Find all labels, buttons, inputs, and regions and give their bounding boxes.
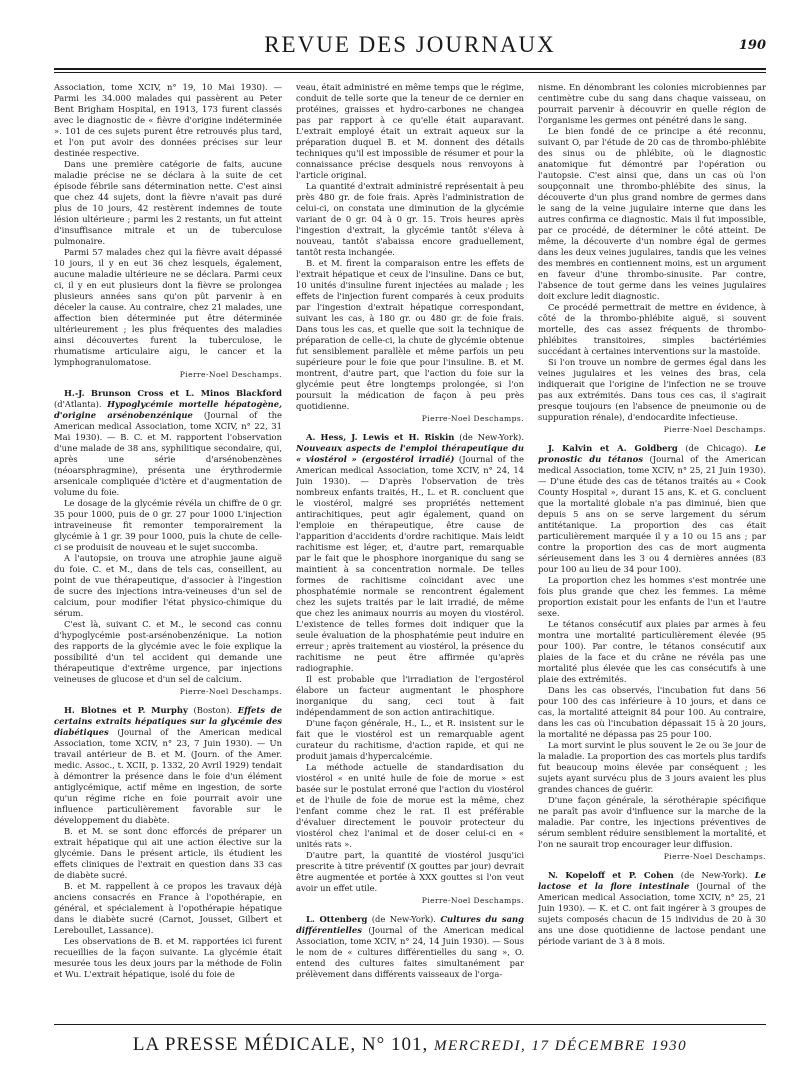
article-reference: (Journal of the American medical Association, tome XCIV, n° 24, 14 Juin 1930). — D'après l'observation de très nombreux enfants traités, H., L. et R. concluent que le viostérol, malgré ses propriétés nettement antirachitiques, peut agir également, quand on l'emploie en thérapeutique, être cause de l'apparition d'accidents d'ordre rachitique. Mais leidt rachitisme est léger, et, d'autre part, remarquable par le fait que le phosphore inorganique du sang se maintient à sa concentration normale. De telles formes de rachitisme coïncidant avec une phosphatémie normale se rencontrent également chez les sujets traités par le lait irradié, de même que chez les animaux nourris au moyen du viostérol. L'existence de telles formes doit indiquer que la seule évaluation de la phosphatémie peut induire en erreur ; après traitement au viostérol, la présence du rachitisme ne peut être affirmée qu'après radiographie.: [296, 454, 524, 673]
article-location: (de Chicago).: [685, 443, 748, 453]
paragraph: Dans les cas observés, l'incubation fut dans 56 pour 100 des cas inférieure à 10 jours, et dans ce cas, la mortalité atteignit 84 pour 100. Au contraire, dans les cas où l'incubation dépassait 15 à 20 jours, la mortalité ne dépassa pas 25 pour 100.: [538, 685, 766, 739]
paragraph: Si l'on trouve un nombre de germes égal dans les veines jugulaires et les veines des bras, cela indiquerait que l'origine de l'infection ne se trouve pas aux extrémités. Dans tous ces cas, il s'agirait presque toujours (en l'absence de pneumonie ou de suppuration rénale), d'endocardite infectieuse.: [538, 357, 766, 422]
article-location: (de New-York).: [459, 432, 524, 442]
paragraph: Il est probable que l'irradiation de l'ergostérol élabore un facteur augmentant le phosphore inorganique du sang, ceci tout à fait indépendamment de son action antirachitique.: [296, 674, 524, 717]
article-reference: (Journal of the American medical Association, tome XCIV, n° 25, 21 Juin 1930). — D'une étude des cas de tétanos traités au « Cook County Hospital », durant 15 ans, K. et G. concluent que la mortalité globale n'a pas diminué, bien que depuis 5 ans on se serve largement du sérum antitétanique. La proportion des cas était particulièrement marquée il y a 10 ou 15 ans ; par contre la proportion des cas de mort augmenta sérieusement dans les 3 ou 4 dernières années (83 pour 100 au lieu de 34 pour 100).: [538, 454, 766, 574]
paragraph: nisme. En dénombrant les colonies microbiennes par centimètre cube du sang dans chaque vaisseau, on pourrait parvenir à découvrir en quelle région de l'organisme les germes ont pénétré dans le sang.: [538, 82, 766, 125]
paragraph: La proportion chez les hommes s'est montrée une fois plus grande que chez les femmes. La même proportion existait pour les enfants de l'un et l'autre sexe.: [538, 575, 766, 618]
paragraph: La méthode actuelle de standardisation du viostérol « en unité huile de foie de morue » est basée sur le postulat erroné que l'action du viostérol et de l'huile de foie de morue est la même, chez l'enfant comme chez le rat. Il est préférable d'évaluer directement le pouvoir protecteur du viostérol chez l'animal et de doser celui-ci en « unités rats ».: [296, 762, 524, 849]
paragraph: D'une façon générale, H., L., et R. insistent sur le fait que le viostérol est un remarquable agent curateur du rachitisme, d'action rapide, et qui ne produit jamais d'hypercalcémie.: [296, 718, 524, 761]
article-title: Effets de certains extraits hépatiques sur la glycémie des diabétiques: [54, 705, 282, 737]
article-authors: L. Ottenberg: [306, 914, 368, 924]
article-reference: (Journal of the American medical Association, tome XCIV, n° 22, 31 Mai 1930). — B. C. et M. rapportent l'observation d'une malade de 38 ans, syphilitique secondaire, qui, après une série d'arsénobenzènes (néoarsphragmine), présenta une érythrodermie arsenicale compliquée d'ictère et d'augmentation de volume du foie.: [54, 410, 282, 497]
article-title: Nouveaux aspects de l'emploi thérapeutique du « viostérol » (ergostérol irradié): [296, 443, 524, 464]
paragraph: Les observations de B. et M. rapportées ici furent recueillies de la façon suivante. La glycémie était mesurée tous les deux jours par la méthode de Folin et Wu. L'extrait hépatique, isolé du foie de: [54, 936, 282, 979]
paragraph: D'autre part, la quantité de viostérol jusqu'ici prescrite à titre préventif (X gouttes par jour) devrait être augmentée et portée à XXX gouttes si l'on veut avoir un effet utile.: [296, 850, 524, 893]
page-footer: [54, 1034, 766, 1064]
signature: Pierre-Noel Deschamps.: [663, 852, 766, 861]
signature: Pierre-Noel Deschamps.: [421, 414, 524, 423]
header-rule: [54, 68, 766, 70]
article-heading: [538, 870, 766, 947]
article-authors: A. Hess, J. Lewis et H. Riskin: [306, 432, 455, 442]
paragraph: D'une façon générale, la sérothérapie spécifique ne paraît pas avoir d'influence sur la marche de la maladie. Par contre, les injections préventives de sérum semblent réduire sensiblement la mortalité, et l'on ne saurait trop encourager leur diffusion.: [538, 795, 766, 849]
paragraph: Association, tome XCIV, n° 19, 10 Mai 1930). — Parmi les 34.000 malades qui passèrent au Peter Bent Brigham Hospital, en 1913, 173 furent classés avec le diagnostic de « fièvre d'origine indéterminée ». 101 de ces sujets purent être retrouvés plus tard, et l'on put avoir des données précises sur leur destinée respective.: [54, 82, 282, 158]
paragraph: Le dosage de la glycémie révéla un chiffre de 0 gr. 35 pour 1000, puis de 0 gr. 27 pour 1000 L'injection intraveineuse fit remonter temporairement la glycémie à 1 gr. 39 pour 1000, puis la chute de celle-ci se produisit de nouveau et le sujet succomba.: [54, 498, 282, 552]
article-heading: [296, 914, 524, 980]
article-authors: H.-J. Brunson Cross et L. Minos Blackford: [64, 388, 282, 398]
paragraph: veau, était administré en même temps que le régime, conduit de telle sorte que la teneur de ce dernier en protéines, graisses et hydro-carbones ne changea pas par rapport à ce qu'elle était auparavant. L'extrait employé était un extrait aqueux sur la préparation duquel B. et M. donnent des détails techniques qu'il est impossible de résumer et pour la connaissance précise desquels nous renvoyons à l'article original.: [296, 82, 524, 180]
signature: Pierre-Noel Deschamps.: [179, 370, 282, 379]
article-title: Le lactose et la flore intestinale: [538, 870, 766, 891]
paragraph: Parmi 57 malades chez qui la fièvre avait dépassé 10 jours, il y en eut 36 chez lesquels, également, aucune maladie ultérieure ne se déclara. Parmi ceux ci, il y en eut plusieurs dont la fièvre se prolongea plusieurs années sans qu'on pût parvenir à en déceler la cause. Au contraire, chez 21 malades, une affection bien déterminée put être déterminée ultérieurement ; les plus fréquentes des maladies ainsi découvertes furent la tuberculose, le rhumatisme articulaire aigu, le cancer et la lymphogranulomatose.: [54, 247, 282, 367]
signature: Pierre-Noel Deschamps.: [421, 896, 524, 905]
page-header: [54, 30, 766, 62]
paragraph: B. et M. se sont donc efforcés de préparer un extrait hépatique qui ait une action élective sur la glycémie. Dans le présent article, ils étudient les effets cliniques de l'extrait en question dans 33 cas de diabète sucré.: [54, 826, 282, 880]
article-authors: H. Blotnes et P. Murphy: [64, 705, 188, 715]
article-heading: [54, 705, 282, 826]
article-heading: [538, 443, 766, 575]
paragraph: La quantité d'extrait administré représentait à peu près 480 gr. de foie frais. Après l'administration de celui-ci, on constata une diminution de la glycémie variant de 0 gr. 04 à 0 gr. 15. Trois heures après l'ingestion d'extrait, la glycémie tantôt s'éleva à nouveau, tantôt s'abaissa encore graduellement, tantôt resta inchangée.: [296, 181, 524, 257]
header-rule-thin: [54, 72, 766, 73]
paragraph: C'est là, suivant C. et M., le second cas connu d'hypoglycémie post-arsénobenzénique. La notion des rapports de la glycémie avec le foie explique la possibilité d'un tel accident qui demande une thérapeutique d'extrême urgence, par injections veineuses de glucose et d'un sel de calcium.: [54, 619, 282, 684]
section-title: REVUE DES JOURNAUX: [264, 32, 556, 57]
signature: Pierre-Noel Deschamps.: [663, 425, 766, 434]
page-number: 190: [738, 38, 766, 53]
paragraph: Ce procédé permettrait de mettre en évidence, à côté de la thrombo-phlébite aiguë, si souvent mortelle, des cas assez fréquents de thrombo-phlébites transitoires, simples bactériémies succédant à certaines interventions sur la mastoïde.: [538, 302, 766, 356]
article-reference: (Journal of the American medical Association, tome XCIV, n° 25, 21 Juin 1930). — K. et C. ont fait ingérer à 3 groupes de sujets composés chacun de 15 individus de 20 à 30 ans une dose quotidienne de lactose pendant une période variant de 3 à 8 mois.: [538, 881, 766, 946]
paragraph: La mort survint le plus souvent le 2e ou 3e jour de la maladie. La proportion des cas mortels plus tardifs fut beaucoup moins élevée par conséquent ; les sujets ayant survécu plus de 3 jours avaient les plus grandes chances de guérir.: [538, 740, 766, 794]
article-authors: N. Kopeloff et P. Cohen: [548, 870, 674, 880]
column-2: [296, 82, 524, 1012]
article-title: Le pronostic du tétanos: [538, 443, 766, 464]
paragraph: B. et M. firent la comparaison entre les effets de l'extrait hépatique et ceux de l'insuline. Dans ce but, 10 unités d'insuline furent injectées au malade ; les effets de l'injection furent comparés à ceux produits par l'ingestion d'extrait hépatique correspondant, suivant les cas, à 180 gr. ou 480 gr. de foie frais. Dans tous les cas, et quelle que soit la technique de préparation de celle-ci, la chute de glycémie obtenue fut sensiblement parallèle et même parfois un peu supérieure pour le foie que pour l'insuline. B. et M. montrent, d'autre part, que l'action du foie sur la glycémie peut être longtemps prolongée, si l'on poursuit la médication de façon à peu près quotidienne.: [296, 258, 524, 411]
paragraph: B. et M. rappellent à ce propos les travaux déjà anciens consacrés en France à l'opothérapie, en général, et spécialement à l'opothérapie hépatique dans le diabète sucré (Carnot, Jousset, Gilbert et Lereboullet, Lassance).: [54, 881, 282, 935]
article-title: Cultures du sang différentielles: [296, 914, 524, 935]
article-location: (de New-York).: [680, 870, 748, 880]
article-heading: [296, 432, 524, 674]
footer-rule: [54, 1024, 766, 1025]
paragraph: A l'autopsie, on trouva une atrophie jaune aiguë du foie. C. et M., dans de tels cas, conseillent, au point de vue thérapeutique, d'associer à l'ingestion de sucre des injections intra-veineuses d'un sel de calcium, pour modifier l'état physico-chimique du sérum.: [54, 553, 282, 618]
signature: Pierre-Noel Deschamps.: [179, 687, 282, 696]
article-location: (de New-York).: [371, 914, 436, 924]
article-title: Hypoglycémie mortelle hépatogène, d'origine arsénobenzénique: [54, 399, 282, 420]
journal-name: LA PRESSE MÉDICALE, N° 101,: [132, 1034, 429, 1055]
article-authors: J. Kalvin et A. Goldberg: [548, 443, 678, 453]
article-location: (d'Atlanta).: [54, 399, 102, 409]
paragraph: Le tétanos consécutif aux plaies par armes à feu montra une mortalité particulièrement élevée (95 pour 100). Par contre, le tétanos consécutif aux plaies de la face et du crâne ne révéla pas une mortalité plus élevée que les cas consécutifs à une plaie des extrémités.: [538, 619, 766, 684]
article-reference: (Journal of the American medical Association, tome XCIV, n° 23, 7 Juin 1930). — Un travail antérieur de B. et M. (Journ. of the Amer. medic. Assoc., t. XCII, p. 1332, 20 Avril 1929) tendait à démontrer la présence dans le foie d'un élément antiglycémique, actif même en ingestion, de sorte qu'un régime riche en foie pourrait avoir une influence particulièrement favorable sur le développement du diabète.: [54, 727, 282, 825]
article-location: (Boston).: [193, 705, 233, 715]
paragraph: Dans une première catégorie de faits, aucune maladie précise ne se déclara à la suite de cet épisode fébrile sans détermination nette. C'est ainsi que chez 44 sujets, dont la fièvre n'avait pas duré plus de 10 jours, 42 restèrent indemnes de toute lésion ultérieure ; parmi les 2 restants, un fut atteint d'insuffisance mitrale et un de tuberculose pulmonaire.: [54, 159, 282, 246]
issue-date: MERCREDI, 17 DÉCEMBRE 1930: [433, 1038, 688, 1054]
article-reference: (Journal of the American medical Association, tome XCIV, n° 24, 14 Juin 1930). — Sous le nom de « cultures différentielles du sang », O. entend des cultures faites simultanément par prélèvement dans différents vaisseaux de l'orga-: [296, 925, 524, 979]
paragraph: Le bien fondé de ce principe a été reconnu, suivant O, par l'étude de 20 cas de thrombo-phlébite des sinus ou de phlébite, où le diagnostic anatomique fut démontré par l'opération ou l'autopsie. C'est ainsi que, dans un cas où l'on soupçonnait une thrombo-phlébite des sinus, la découverte d'un plus grand nombre de germes dans le sang de la veine jugulaire interne que dans les autres confirma ce diagnostic. Mais il fut impossible, par ce procédé, de déterminer le côté atteint. De même, la découverte d'un nombre égal de germes dans les deux veines jugulaires, tandis que les veines des membres en contiennent moins, est un argument en faveur d'une thrombo-sinusite. Par contre, l'absence de tout germe dans les veines jugulaires doit exclure ledit diagnostic.: [538, 126, 766, 301]
column-1: [54, 82, 282, 1012]
article-heading: [54, 388, 282, 498]
column-3: [538, 82, 766, 1012]
